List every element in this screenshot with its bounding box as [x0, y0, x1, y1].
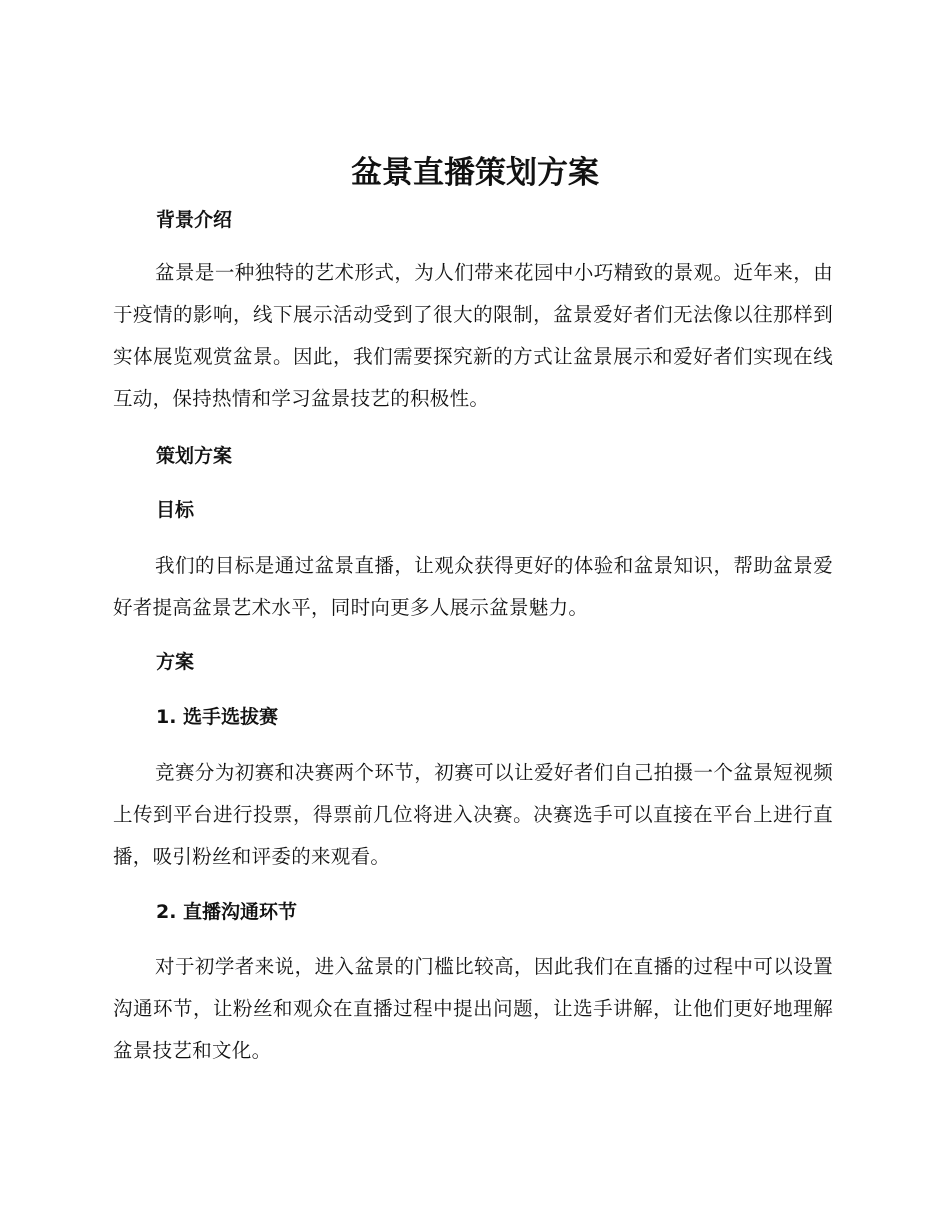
- paragraph-background: 盆景是一种独特的艺术形式，为人们带来花园中小巧精致的景观。近年来，由于疫情的影响，线下展示活动受到了很大的限制，盆景爱好者们无法像以往那样到实体展览观赏盆景。因此，我们需要探究新的方式让盆景展示和爱好者们实现在线互动，保持热情和学习盆景技艺的积极性。: [113, 261, 833, 410]
- paragraph-goal: 我们的目标是通过盆景直播，让观众获得更好的体验和盆景知识，帮助盆景爱好者提高盆景艺术水平，同时向更多人展示盆景魅力。: [113, 554, 833, 619]
- heading-background: 背景介绍: [156, 209, 233, 231]
- heading-scheme: 方案: [156, 651, 195, 673]
- heading-item-2: 2. 直播沟通环节: [156, 901, 298, 923]
- heading-plan: 策划方案: [156, 445, 233, 467]
- heading-item-1: 1. 选手选拔赛: [156, 706, 279, 728]
- paragraph-item-2: 对于初学者来说，进入盆景的门槛比较高，因此我们在直播的过程中可以设置沟通环节，让粉丝和观众在直播过程中提出问题，让选手讲解，让他们更好地理解盆景技艺和文化。: [113, 955, 833, 1062]
- document-title: 盆景直播策划方案: [351, 155, 599, 191]
- heading-goal: 目标: [156, 499, 195, 521]
- paragraph-item-1: 竞赛分为初赛和决赛两个环节，初赛可以让爱好者们自己拍摄一个盆景短视频上传到平台进行投票，得票前几位将进入决赛。决赛选手可以直接在平台上进行直播，吸引粉丝和评委的来观看。: [113, 761, 833, 868]
